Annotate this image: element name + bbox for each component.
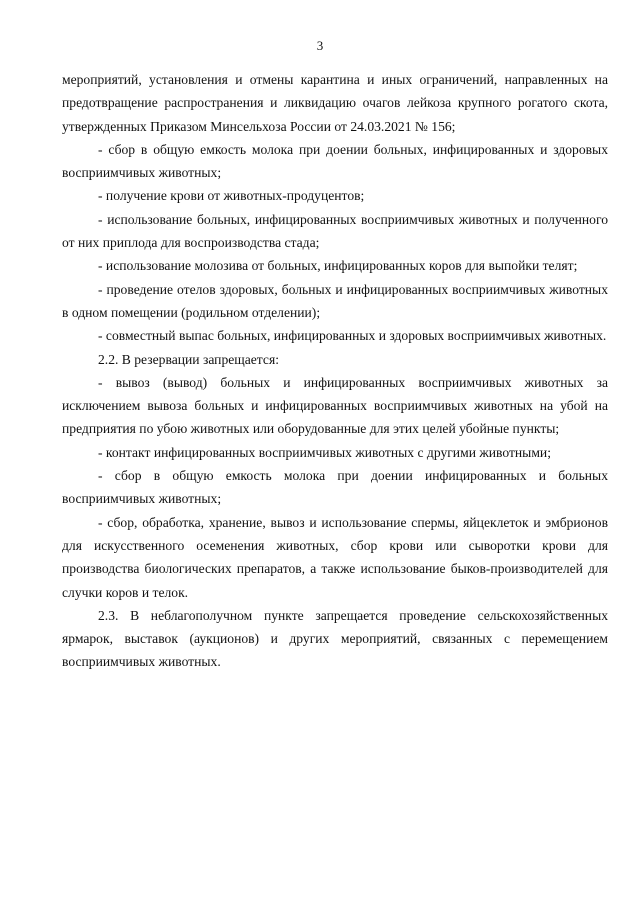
paragraph-11: - сбор в общую емкость молока при доении инфицированных и больных восприимчивых животных; [62, 468, 608, 507]
paragraph-2: - сбор в общую емкость молока при доении больных, инфицированных и здоровых восприимчивых животных; [62, 141, 608, 181]
paragraph-12: - сбор, обработка, хранение, вывоз и использование спермы, яйцеклеток и эмбрионов для искусственного осеменения животных, сбор крови или сыворотки крови для производства биологических препаратов, а также использование быков-производителей для случки коров и телок. [62, 514, 608, 600]
section-2-3-paragraph: 2.3. В неблагополучном пункте запрещается проведение сельскохозяйственных ярмарок, выставок (аукционов) и других мероприятий, связанных с перемещением восприимчивых животных. [62, 607, 608, 670]
paragraph-6: - проведение отелов здоровых, больных и инфицированных восприимчивых животных в одном помещении (родильном отделении); [62, 281, 608, 320]
paragraph-9: - вывоз (вывод) больных и инфицированных восприимчивых животных за исключением вывоза больных и инфицированных восприимчивых животных на убой на предприятия по убою животных или оборудованные для этих целей убойные пункты; [62, 374, 608, 437]
paragraph-10: - контакт инфицированных восприимчивых животных с другими животными; [98, 444, 551, 460]
document-body [62, 68, 608, 674]
paragraph-4: - использование больных, инфицированных восприимчивых животных и полученного от них приплода для воспроизводства стада; [62, 211, 608, 251]
paragraph-5: - использование молозива от больных, инфицированных коров для выпойки телят; [98, 258, 578, 274]
paragraph-1: мероприятий, установления и отмены карантина и иных ограничений, направленных на предотвращение распространения и ликвидацию очагов лейкоза крупного рогатого скота, утвержденных Приказом Минсельхоза России от 24.03.2021 № 156; [62, 72, 608, 134]
paragraph-7: - совместный выпас больных, инфицированных и здоровых восприимчивых животных. [98, 328, 607, 344]
paragraph-3: - получение крови от животных-продуцентов; [98, 188, 365, 204]
section-2-2-heading: 2.2. В резервации запрещается: [98, 351, 279, 367]
page-number: 3 [316, 38, 324, 53]
